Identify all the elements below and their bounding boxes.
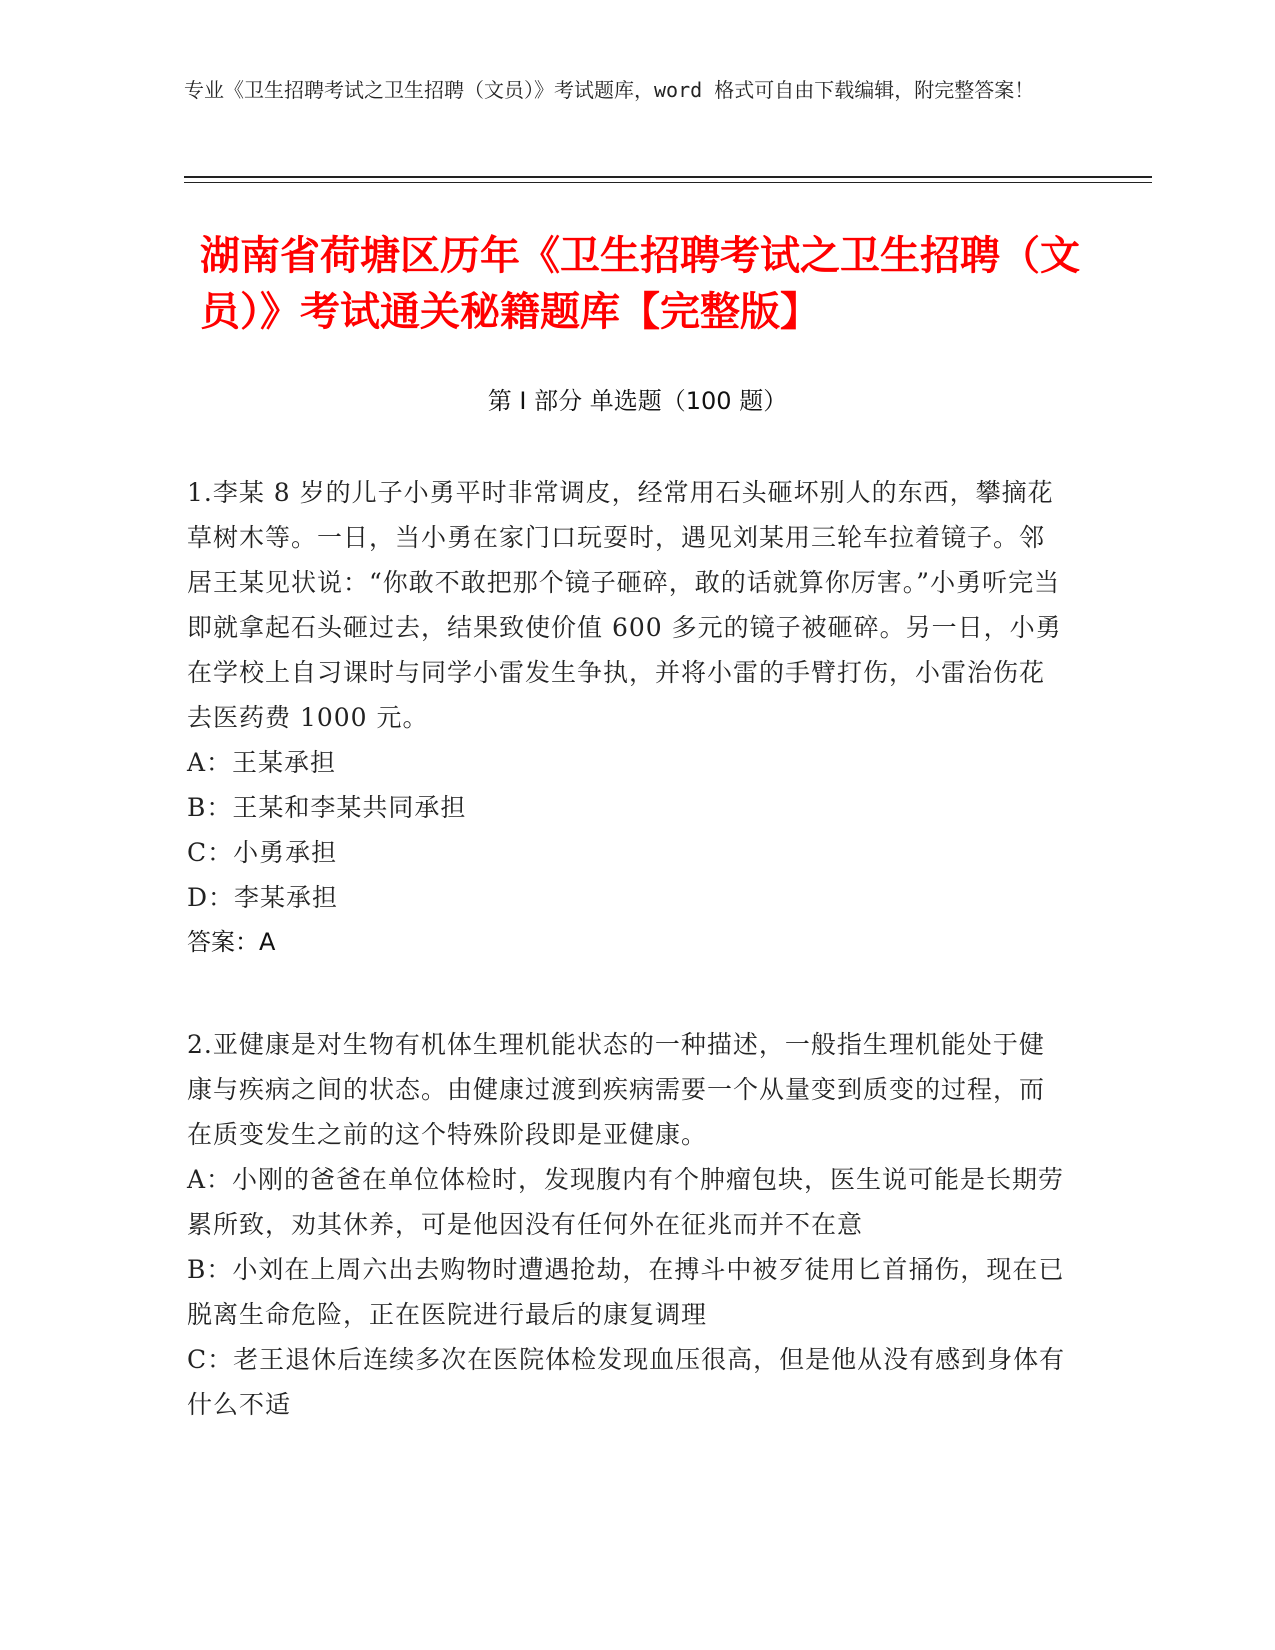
- option-c: C：小勇承担: [187, 838, 338, 867]
- question-stem: 1.李某 8 岁的儿子小勇平时非常调皮，经常用石头砸坏别人的东西，攀摘花草树木等。一日，当小勇在家门口玩耍时，遇见刘某用三轮车拉着镜子。邻居王某见状说：“你敢不敢把那个镜子砸碎，敢的话就算你厉害。”小勇听完当即就拿起石头砸过去，结果致使价值 600 多元的镜子被砸碎。另一日，小勇在学校上自习课时与同学小雷发生争执，并将小雷的手臂打伤，小雷治伤花去医药费 1000 元。: [187, 478, 1062, 732]
- header-divider-thick: [184, 176, 1152, 178]
- option-b: B：王某和李某共同承担: [187, 793, 467, 822]
- option-c: C：老王退休后连续多次在医院体检发现血压很高，但是他从没有感到身体有什么不适: [187, 1345, 1066, 1419]
- header-divider-thin: [184, 182, 1152, 183]
- section-heading: 第 I 部分 单选题（100 题）: [487, 387, 788, 415]
- question-1: [187, 470, 1067, 965]
- option-d: D：李某承担: [187, 883, 339, 912]
- option-a: A：小刚的爸爸在单位体检时，发现腹内有个肿瘤包块，医生说可能是长期劳累所致，劝其休养，可是他因没有任何外在征兆而并不在意: [187, 1165, 1065, 1239]
- header-note: 专业《卫生招聘考试之卫生招聘（文员）》考试题库，word 格式可自由下载编辑，附完整答案！: [184, 78, 1035, 102]
- option-a: A：王某承担: [187, 748, 337, 777]
- question-stem: 2.亚健康是对生物有机体生理机能状态的一种描述，一般指生理机能处于健康与疾病之间的状态。由健康过渡到疾病需要一个从量变到质变的过程，而在质变发生之前的这个特殊阶段即是亚健康。: [187, 1030, 1046, 1149]
- answer-line: 答案：A: [187, 928, 276, 956]
- option-b: B：小刘在上周六出去购物时遭遇抢劫，在搏斗中被歹徒用匕首捅伤，现在已脱离生命危险，正在医院进行最后的康复调理: [187, 1255, 1065, 1329]
- document-title: 湖南省荷塘区历年《卫生招聘考试之卫生招聘（文员）》考试通关秘籍题库【完整版】: [200, 233, 1080, 335]
- question-2: [187, 1022, 1067, 1427]
